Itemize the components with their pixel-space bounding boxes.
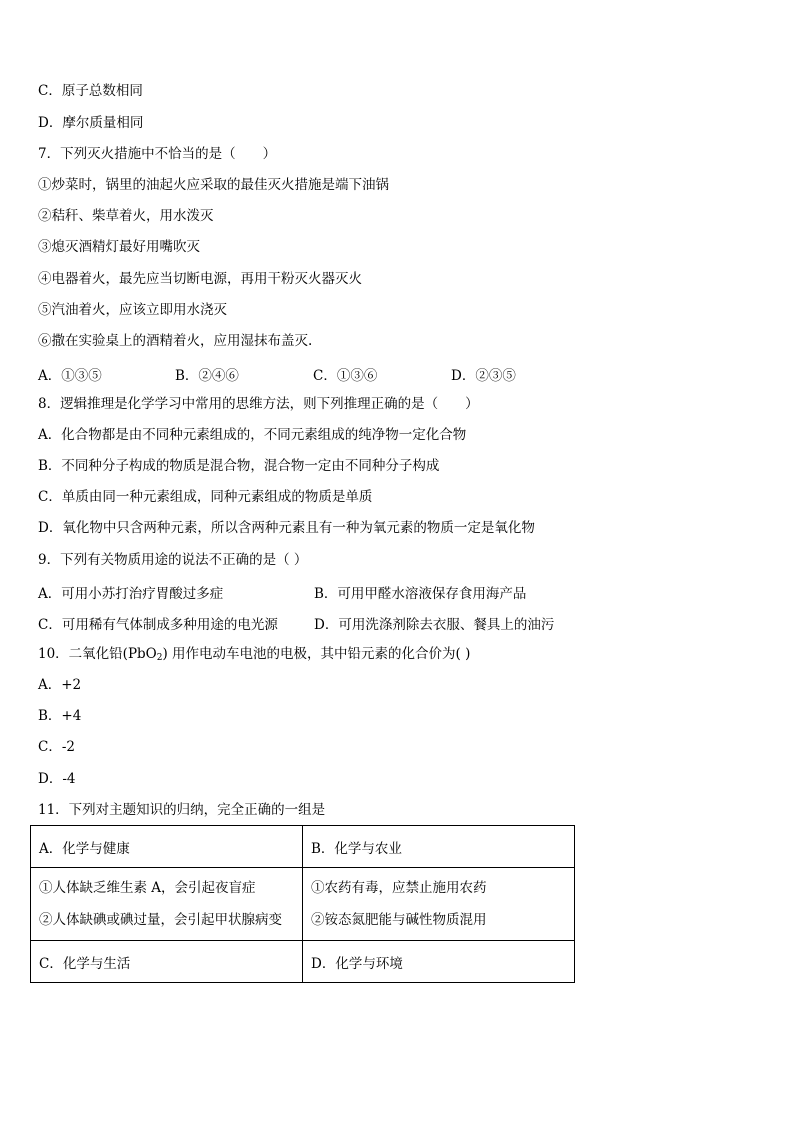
table-item-a1: ①人体缺乏维生素 A，会引起夜盲症 (39, 880, 256, 896)
q7-statement-3: ③熄灭酒精灯最好用嘴吹灭 (38, 239, 200, 255)
q11-knowledge-table (30, 825, 575, 983)
q10-option-b: B．+4 (38, 708, 82, 724)
q9-option-a: A．可用小苏打治疗胃酸过多症 (38, 586, 224, 602)
q9-option-d: D．可用洗涤剂除去衣服、餐具上的油污 (314, 617, 555, 633)
table-item-b1: ①农药有毒，应禁止施用农药 (311, 880, 487, 896)
q7-statement-1: ①炒菜时，锅里的油起火应采取的最佳灭火措施是端下油锅 (38, 177, 389, 193)
q7-option-a: A．①③⑤ (38, 368, 102, 384)
q8-option-d: D．氧化物中只含两种元素，所以含两种元素且有一种为氧元素的物质一定是氧化物 (38, 520, 535, 536)
q6-option-c: C．原子总数相同 (38, 83, 143, 99)
q7-statement-4: ④电器着火，最先应当切断电源，再用干粉灭火器灭火 (38, 271, 362, 287)
table-cell-a-items (31, 868, 303, 941)
q8-option-a: A．化合物都是由不同种元素组成的，不同元素组成的纯净物一定化合物 (38, 427, 467, 443)
q10-stem-subscript: 2 (156, 653, 163, 663)
q7-option-c: C．①③⑥ (313, 368, 378, 384)
q6-option-d: D．摩尔质量相同 (38, 115, 144, 131)
table-cell-d-heading: D．化学与环境 (303, 941, 575, 983)
table-row (31, 868, 575, 941)
q9-option-c: C．可用稀有气体制成多种用途的电光源 (38, 617, 278, 633)
q8-option-c: C．单质由同一种元素组成，同种元素组成的物质是单质 (38, 489, 373, 505)
table-cell-b-heading: B．化学与农业 (303, 826, 575, 868)
table-cell-b-items (303, 868, 575, 941)
q7-statement-2: ②秸秆、柴草着火，用水泼灭 (38, 208, 214, 224)
table-row (31, 941, 575, 983)
q7-stem: 7．下列灭火措施中不恰当的是（ ） (38, 146, 277, 162)
q10-option-a: A．+2 (38, 677, 82, 693)
q10-option-c: C．-2 (38, 739, 75, 755)
table-item-b2: ②铵态氮肥能与碱性物质混用 (311, 912, 487, 928)
q7-statement-5: ⑤汽油着火，应该立即用水浇灭 (38, 302, 227, 318)
table-row (31, 826, 575, 868)
q7-statement-6: ⑥撒在实验桌上的酒精着火，应用湿抹布盖灭. (38, 333, 313, 349)
q11-stem: 11．下列对主题知识的归纳，完全正确的一组是 (38, 802, 326, 818)
table-cell-c-heading: C．化学与生活 (31, 941, 303, 983)
q8-option-b: B．不同种分子构成的物质是混合物，混合物一定由不同种分子构成 (38, 458, 440, 474)
table-cell-a-heading: A．化学与健康 (31, 826, 303, 868)
q8-stem: 8．逻辑推理是化学学习中常用的思维方法，则下列推理正确的是（ ） (38, 396, 479, 412)
q7-option-d: D．②③⑤ (451, 368, 516, 384)
q10-stem (38, 645, 470, 667)
q9-option-b: B．可用甲醛水溶液保存食用海产品 (314, 586, 527, 602)
q7-option-b: B．②④⑥ (175, 368, 239, 384)
q10-stem-end: ) 用作电动车电池的电极，其中铅元素的化合价为( ) (162, 646, 471, 662)
q10-option-d: D．-4 (38, 771, 76, 787)
table-item-a2: ②人体缺碘或碘过量，会引起甲状腺病变 (39, 912, 282, 928)
q9-stem: 9．下列有关物质用途的说法不正确的是（ ） (38, 552, 308, 568)
q10-stem-start: 10．二氧化铅(PbO (38, 646, 157, 662)
